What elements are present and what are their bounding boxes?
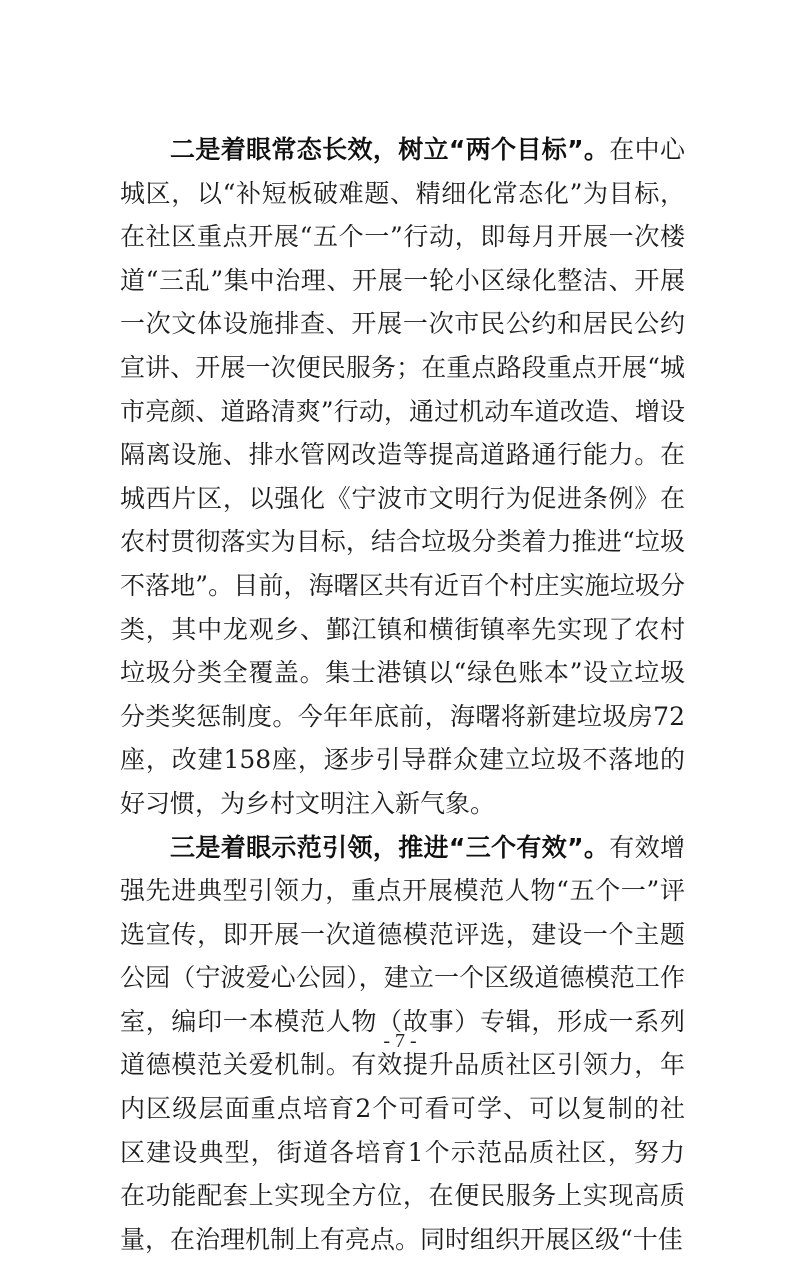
- paragraph-goals: [120, 128, 685, 826]
- page-number: - 7 -: [0, 1030, 800, 1053]
- paragraph-heading: 二是着眼常态长效，树立“两个目标”。: [170, 135, 609, 164]
- body-text: [120, 128, 685, 1261]
- paragraph-heading: 三是着眼示范引领，推进“三个有效”。: [170, 833, 609, 862]
- paragraph-body: 在中心城区，以“补短板破难题、精细化常态化”为目标，在社区重点开展“五个一”行动，即每月开展一次楼道“三乱”集中治理、开展一轮小区绿化整洁、开展一次文体设施排查、开展一次市民公约和居民公约宣讲、开展一次便民服务；在重点路段重点开展“城市亮颜、道路清爽”行动，通过机动车道改造、增设隔离设施、排水管网改造等提高道路通行能力。在城西片区，以强化《宁波市文明行为促进条例》在农村贯彻落实为目标，结合垃圾分类着力推进“垃圾不落地”。目前，海曙区共有近百个村庄实施垃圾分类，其中龙观乡、鄞江镇和横街镇率先实现了农村垃圾分类全覆盖。集士港镇以“绿色账本”设立垃圾分类奖惩制度。今年年底前，海曙将新建垃圾房72座，改建158座，逐步引导群众建立垃圾不落地的好习惯，为乡村文明注入新气象。: [120, 135, 685, 818]
- paragraph-body: 有效增强先进典型引领力，重点开展模范人物“五个一”评选宣传，即开展一次道德模范评选，建设一个主题公园（宁波爱心公园），建立一个区级道德模范工作室，编印一本模范人物（故事）专辑，形成一系列道德模范关爱机制。有效提升品质社区引领力，年内区级层面重点培育2个可看可学、可以复制的社区建设典型，街道各培育1个示范品质社区，努力在功能配套上实现全方位，在便民服务上实现高质量，在治理机制上有亮点。同时组织开展区级“十佳: [120, 833, 685, 1254]
